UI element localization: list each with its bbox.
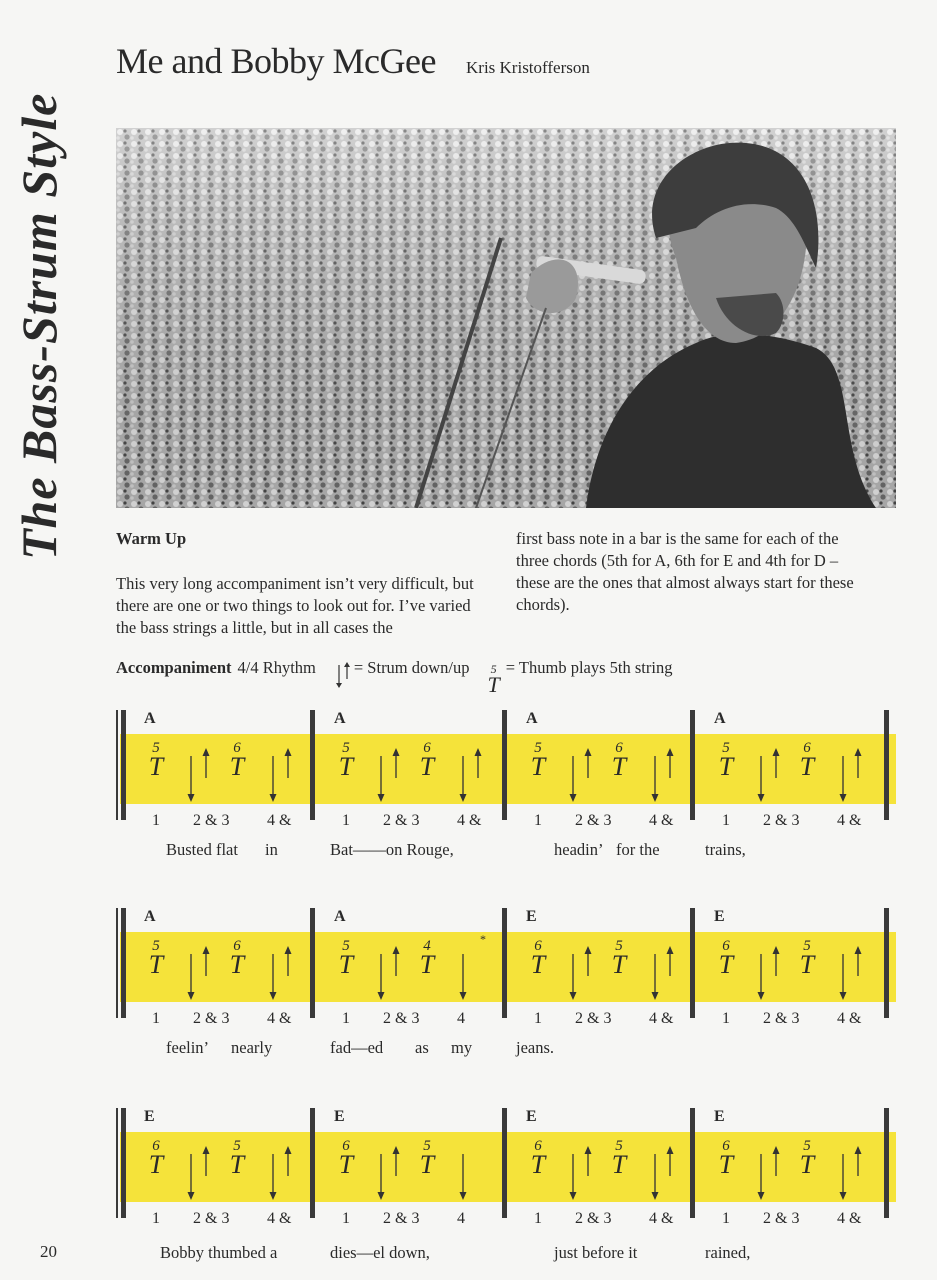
strum-down-icon (457, 952, 469, 1004)
lyric-word: fad—ed (330, 1038, 384, 1057)
thumb-T: T (611, 1150, 627, 1179)
count-beat: 2 & 3 (383, 812, 420, 829)
thumb-T: T (229, 950, 245, 979)
thumb-note (715, 740, 737, 781)
strum-up-icon (770, 944, 782, 978)
strum-down-icon (755, 1152, 767, 1204)
thumb-note (335, 938, 357, 979)
thumb-T: T (338, 1150, 354, 1179)
strum-up-icon (282, 944, 294, 978)
lyric-word: jeans. (516, 1038, 555, 1057)
bar-line (116, 1108, 118, 1218)
count-beat: 2 & 3 (575, 1010, 612, 1027)
measure (320, 1132, 500, 1227)
chord-symbol: E (526, 908, 537, 925)
bar-line (502, 908, 507, 1018)
string-number: 5 (803, 1138, 811, 1154)
count-beat: 2 & 3 (193, 1010, 230, 1027)
thumb-note (145, 938, 167, 979)
measure (512, 932, 692, 1027)
strum-down-icon (267, 1152, 279, 1204)
string-number: 5 (152, 938, 160, 954)
strum-down-icon (267, 952, 279, 1004)
count-beat: 1 (342, 1010, 350, 1027)
strum-up-icon (472, 746, 484, 780)
bar-line (116, 710, 118, 820)
thumb-note (608, 938, 630, 979)
strum-down-icon (567, 754, 579, 806)
thumb-T: T (799, 1150, 815, 1179)
strum-down-icon (185, 754, 197, 806)
bar-line (121, 710, 126, 820)
strum-down-icon (649, 952, 661, 1004)
tab-staff (116, 1108, 900, 1228)
bar-line (502, 710, 507, 820)
chord-symbol: A (144, 710, 156, 727)
strum-up-icon (390, 1144, 402, 1178)
strum-down-icon (837, 1152, 849, 1204)
lyric-word: Bat——on Rouge, (330, 840, 454, 859)
measure (130, 734, 310, 829)
string-number: 6 (722, 1138, 730, 1154)
thumb-note (226, 1138, 248, 1179)
tab-staff (116, 710, 900, 830)
legend-thumb-T: T (487, 672, 500, 697)
bar-line (884, 1108, 889, 1218)
bar-line (121, 1108, 126, 1218)
thumb-note (796, 740, 818, 781)
measure (700, 1132, 880, 1227)
lyric-word: rained, (705, 1243, 751, 1262)
thumb-T: T (718, 1150, 734, 1179)
strum-up-icon (852, 746, 864, 780)
thumb-T: T (229, 1150, 245, 1179)
string-number: 6 (534, 938, 542, 954)
thumb-T: T (148, 752, 164, 781)
thumb-T: T (419, 950, 435, 979)
thumb-note (416, 740, 438, 781)
concert-photo (116, 128, 896, 508)
thumb-T: T (419, 752, 435, 781)
strum-up-icon (582, 746, 594, 780)
thumb-note (796, 1138, 818, 1179)
string-number: 5 (615, 1138, 623, 1154)
strum-up-icon (770, 1144, 782, 1178)
thumb-note (335, 1138, 357, 1179)
measure (700, 932, 880, 1027)
warmup-line: three chords (5th for A, 6th for E and 4th for D – (516, 551, 839, 570)
bar-line (121, 908, 126, 1018)
count-beat: 4 (457, 1010, 465, 1027)
thumb-T: T (338, 752, 354, 781)
asterisk-mark: * (480, 932, 486, 946)
string-number: 5 (152, 740, 160, 756)
legend-label: Accompaniment (116, 658, 232, 677)
count-beat: 1 (342, 1210, 350, 1227)
bar-line (310, 908, 315, 1018)
strum-down-icon (837, 754, 849, 806)
thumb-T: T (229, 752, 245, 781)
strum-down-icon (755, 952, 767, 1004)
tab-staff (116, 908, 900, 1028)
string-number: 5 (534, 740, 542, 756)
string-number: 4 (423, 938, 431, 954)
thumb-T: T (338, 950, 354, 979)
strum-up-icon (390, 944, 402, 978)
thumb-note (608, 740, 630, 781)
warmup-paragraph: This very long accompaniment isn’t very difficult, but there are one or two things to look out for. I’ve varied the bass strings a little, but in all cases the (116, 574, 474, 637)
strum-down-icon (185, 952, 197, 1004)
thumb-note (416, 1138, 438, 1179)
bar-line (884, 908, 889, 1018)
chord-symbol: A (334, 710, 346, 727)
thumb-T: T (611, 752, 627, 781)
count-beat: 2 & 3 (383, 1010, 420, 1027)
string-number: 5 (615, 938, 623, 954)
thumb-T: T (611, 950, 627, 979)
thumb-note (145, 740, 167, 781)
thumb-T: T (419, 1150, 435, 1179)
strum-down-icon (267, 754, 279, 806)
count-beat: 2 & 3 (575, 812, 612, 829)
count-beat: 2 & 3 (763, 812, 800, 829)
strum-down-icon (185, 1152, 197, 1204)
count-beat: 1 (152, 812, 160, 829)
string-number: 5 (233, 1138, 241, 1154)
count-beat: 4 & (267, 1210, 292, 1227)
count-beat: 2 & 3 (763, 1010, 800, 1027)
string-number: 5 (423, 1138, 431, 1154)
thumb-T: T (530, 752, 546, 781)
bar-line (310, 710, 315, 820)
count-beat: 1 (152, 1010, 160, 1027)
measure (512, 1132, 692, 1227)
chord-symbol: E (526, 1108, 537, 1125)
thumb-T: T (799, 752, 815, 781)
string-number: 6 (152, 1138, 160, 1154)
count-beat: 1 (534, 1010, 542, 1027)
count-beat: 4 & (267, 1010, 292, 1027)
strum-down-icon (755, 754, 767, 806)
count-beat: 2 & 3 (575, 1210, 612, 1227)
count-beat: 4 & (837, 1210, 862, 1227)
string-number: 5 (803, 938, 811, 954)
thumb-note (226, 938, 248, 979)
strum-down-icon (375, 1152, 387, 1204)
count-beat: 4 & (649, 1010, 674, 1027)
thumb-note (608, 1138, 630, 1179)
thumb-note (416, 938, 438, 979)
chord-symbol: A (526, 710, 538, 727)
strum-up-icon (282, 746, 294, 780)
thumb-T: T (148, 950, 164, 979)
lyric-word: Bobby thumbed a (160, 1243, 278, 1262)
lyric-word: my (451, 1038, 473, 1057)
strum-up-icon (200, 1144, 212, 1178)
lyric-word: nearly (231, 1038, 273, 1057)
legend-strum: = Strum down/up (353, 658, 470, 677)
strum-down-icon (457, 1152, 469, 1204)
strum-up-icon (664, 746, 676, 780)
measure (130, 1132, 310, 1227)
thumb-note (527, 740, 549, 781)
strum-arrows-icon (332, 661, 354, 691)
string-number: 5 (722, 740, 730, 756)
lyric-word: as (415, 1038, 429, 1057)
thumb-T: T (530, 1150, 546, 1179)
thumb-note (527, 938, 549, 979)
legend-thumb: = Thumb plays 5th string (505, 658, 673, 677)
bar-line (502, 1108, 507, 1218)
thumb-T: T (799, 950, 815, 979)
warmup-line: first bass note in a bar is the same for each of the (516, 529, 839, 548)
warmup-line: these are the ones that almost always start for these (516, 573, 854, 592)
measure (130, 932, 310, 1027)
string-number: 6 (534, 1138, 542, 1154)
count-beat: 1 (722, 812, 730, 829)
strum-down-icon (567, 952, 579, 1004)
string-number: 6 (233, 740, 241, 756)
strum-down-icon (375, 754, 387, 806)
legend-thumb-number: 5 (490, 662, 497, 676)
strum-up-icon (582, 944, 594, 978)
strum-up-icon (200, 746, 212, 780)
warmup-paragraph-2 (516, 528, 906, 616)
thumb-T: T (148, 1150, 164, 1179)
thumb-note (335, 740, 357, 781)
thumb-T: T (718, 950, 734, 979)
chord-symbol: A (334, 908, 346, 925)
bar-line (310, 1108, 315, 1218)
measure (320, 734, 500, 829)
string-number: 6 (722, 938, 730, 954)
thumb-note (715, 1138, 737, 1179)
page-number: 20 (40, 1242, 57, 1261)
count-beat: 1 (152, 1210, 160, 1227)
strum-up-icon (664, 1144, 676, 1178)
chord-symbol: E (714, 908, 725, 925)
strum-up-icon (282, 1144, 294, 1178)
strum-down-icon (649, 754, 661, 806)
string-number: 6 (423, 740, 431, 756)
count-beat: 2 & 3 (763, 1210, 800, 1227)
thumb-note (796, 938, 818, 979)
warmup-line: chords). (516, 595, 570, 614)
lyric-word: Busted flat (166, 840, 238, 859)
strum-up-icon (852, 1144, 864, 1178)
lyric-word: for the (616, 840, 660, 859)
legend (116, 658, 673, 697)
count-beat: 1 (722, 1010, 730, 1027)
count-beat: 1 (342, 812, 350, 829)
legend-rhythm: 4/4 Rhythm (237, 658, 316, 677)
chord-symbol: A (144, 908, 156, 925)
lyric-word: trains, (705, 840, 746, 859)
strum-up-icon (582, 1144, 594, 1178)
lyric-word: headin’ (554, 840, 604, 859)
lyric-word: in (265, 840, 278, 859)
count-beat: 2 & 3 (193, 812, 230, 829)
chord-symbol: E (334, 1108, 345, 1125)
thumb-note (527, 1138, 549, 1179)
strum-down-icon (837, 952, 849, 1004)
strum-up-icon (770, 746, 782, 780)
side-title: The Bass-Strum Style (11, 92, 67, 560)
count-beat: 4 & (457, 812, 482, 829)
count-beat: 4 & (649, 1210, 674, 1227)
strum-down-icon (457, 754, 469, 806)
count-beat: 1 (534, 1210, 542, 1227)
lyric-word: feelin’ (166, 1038, 210, 1057)
thumb-note (226, 740, 248, 781)
measure (512, 734, 692, 829)
strum-up-icon (200, 944, 212, 978)
strum-up-icon (852, 944, 864, 978)
string-number: 5 (342, 740, 350, 756)
chord-symbol: E (714, 1108, 725, 1125)
string-number: 6 (233, 938, 241, 954)
measure (320, 932, 500, 1027)
string-number: 6 (803, 740, 811, 756)
bar-line (116, 908, 118, 1018)
song-title: Me and Bobby McGee (116, 41, 436, 81)
count-beat: 4 & (837, 1010, 862, 1027)
strum-up-icon (664, 944, 676, 978)
string-number: 6 (615, 740, 623, 756)
strum-down-icon (649, 1152, 661, 1204)
thumb-note (715, 938, 737, 979)
bar-line (884, 710, 889, 820)
warmup-heading: Warm Up (116, 529, 187, 548)
string-number: 6 (342, 1138, 350, 1154)
measure (700, 734, 880, 829)
strum-down-icon (567, 1152, 579, 1204)
count-beat: 2 & 3 (383, 1210, 420, 1227)
count-beat: 1 (722, 1210, 730, 1227)
thumb-T: T (718, 752, 734, 781)
count-beat: 2 & 3 (193, 1210, 230, 1227)
lyric-word: dies—el down, (330, 1243, 430, 1262)
chord-symbol: E (144, 1108, 155, 1125)
count-beat: 1 (534, 812, 542, 829)
strum-down-icon (375, 952, 387, 1004)
lyric-word: just before it (554, 1243, 638, 1262)
artist-name: Kris Kristofferson (466, 58, 590, 77)
thumb-T: T (530, 950, 546, 979)
count-beat: 4 & (267, 812, 292, 829)
string-number: 5 (342, 938, 350, 954)
count-beat: 4 (457, 1210, 465, 1227)
count-beat: 4 & (649, 812, 674, 829)
strum-up-icon (390, 746, 402, 780)
thumb-note (145, 1138, 167, 1179)
chord-symbol: A (714, 710, 726, 727)
count-beat: 4 & (837, 812, 862, 829)
